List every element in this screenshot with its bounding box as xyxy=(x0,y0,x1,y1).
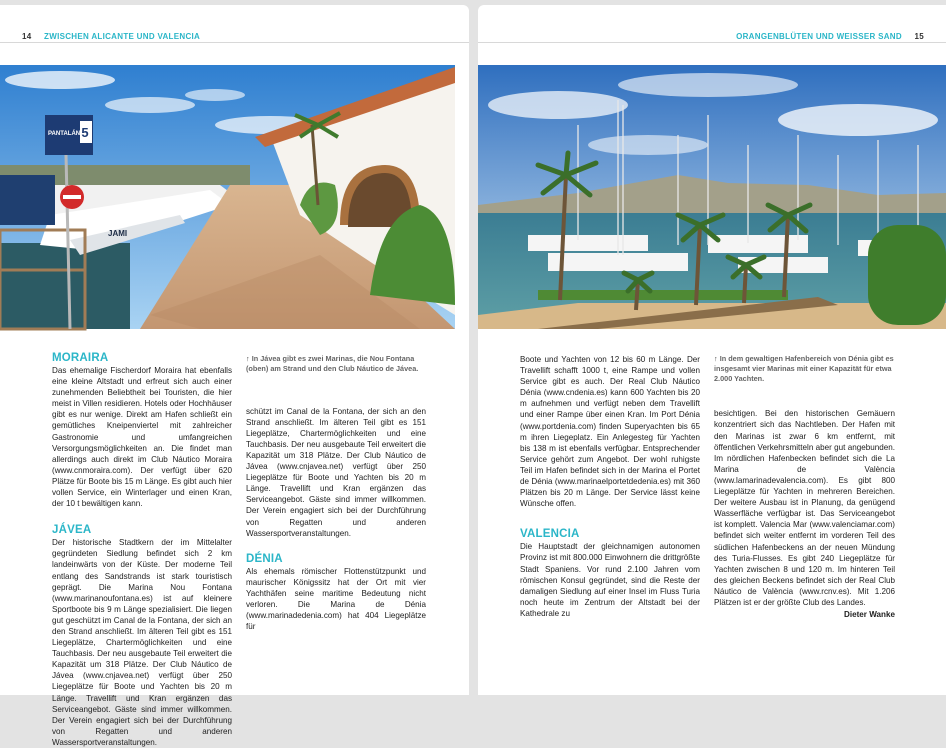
heading-denia: DÉNIA xyxy=(246,552,283,565)
caption-arrow-left: ↑ xyxy=(246,354,250,363)
text-javea-continued: schützt im Canal de la Fontana, der sich an den Strand anschließt. Im älteren Teil gibt es 151 Liegeplätze, Chartermöglichkeiten und eine Tauchbasis. Der neu ausgebaute Teil erweitert die Kapazität um 318 Plätze. Der Club Náutico de Jávea (www.cnjavea.net) verfügt über 250 Liegeplätze für Boote und Yachten bis 20 m Länge. Travellift und Kran ergänzen das Serviceangebot. Gäste sind immer willkommen. Der Verein engagiert sich bei der Durchführung von Regatten und anderen Wassersportveranstaltungen. xyxy=(246,406,426,538)
text-denia-continued: Boote und Yachten von 12 bis 60 m Länge. Der Travellift schafft 1000 t, eine Rampe und vollen Service gibt es auch. Der Real Club Náutico Dénia (www.cndenia.es) kann 600 Yachten bis 20 m aufnehmen und verfügt neben dem Travellift und einer Rampe über einen Kran. Im Port Dénia (www.portdenia.com) finden Superyachten bis 65 m ihren Liegeplatz. Ein Anlegesteg für Yachten bis 138 m ist ebenfalls verfügbar. Entsprechender Service gehört zum Angebot. Der wohl ruhigste Teil im Hafen befindet sich in der Marina el Portet de Dénia (www.marinaelportetdedenia.es) mit 360 Plätzen bis 20 m Länge. Der Service lässt keine Wünsche offen. xyxy=(520,355,700,509)
section-title-right: ORANGENBLÜTEN UND WEISSER SAND xyxy=(736,32,902,41)
photo-denia-harbour xyxy=(478,65,946,329)
left-page xyxy=(0,5,469,747)
boat-name: JAMI xyxy=(108,229,128,238)
text-moraira: Das ehemalige Fischerdorf Moraira hat ebenfalls eine kleine Altstadt und erfreut sich auch einer zunehmenden Beliebtheit bei Touristen, die hier meist in Villen residieren. Hotels oder Hochhäuser gibt es nur wenige. Direkt am Hafen schließt ein gemütliches Kneipenviertel mit zahlreicher Gastronomie und umfangreichen Versorgungsmöglichkeiten an. Die findet man allerdings auch direkt im Club Náutico Moraira (www.cnmoraira.com). Der verfügt über 620 Plätze für Boote bis 15 m Länge. Es gibt auch hier vollen Service, ein Winterlager und einen Kran, der 10 t bewältigen kann. xyxy=(52,366,232,509)
right-page xyxy=(478,5,946,695)
right-column-1 xyxy=(520,354,700,619)
caption-denia-text: In dem gewaltigen Hafenbereich von Dénia gibt es insgesamt vier Marinas mit einer Kapazität für etwa 2.000 Yachten. xyxy=(714,354,894,383)
right-page-header xyxy=(736,32,924,41)
caption-arrow-right: ↑ xyxy=(714,354,718,363)
caption-denia xyxy=(714,354,895,383)
photo-javea-marina xyxy=(0,65,455,329)
left-column-1 xyxy=(52,352,232,747)
text-valencia-continued: besichtigen. Bei den historischen Gemäuern konzentriert sich das Nachtleben. Der Hafen mit den Marinas ist zwar 6 km entfernt, mit öffentlichen Verkehrsmitteln aber gut angebunden. Im nördlichen Hafenbecken befindet sich die La Marina de València (www.lamarinadevalencia.com). Es gibt 800 Liegeplätze für Yachten in mehreren Bereichen. Der weitere Ausbau ist in Planung, da genügend Wasserfläche verfügbar ist. Das Serviceangebot ist komplett. Valencia Mar (www.valenciamar.com) befindet sich weiter entfernt im vorderen Teil des südlichen Hafenbeckens an der neuen Mündung des Turia-Flusses. Es gibt 240 Liegeplätze für Yachten zwischen 8 und 120 m. Im hinteren Teil des gleichen Beckens befindet sich der Real Club Náutico de València (www.rcnv.es). Mit 1.206 Plätzen ist er der größte Club des Landes. xyxy=(714,409,895,607)
heading-valencia: VALENCIA xyxy=(520,528,580,541)
sign-label: PANTALÁN xyxy=(48,131,81,137)
left-column-2 xyxy=(246,354,426,632)
caption-javea-text: In Jávea gibt es zwei Marinas, die Nou Fontana (oben) am Strand und den Club Náutico de Jávea. xyxy=(246,354,419,373)
caption-javea xyxy=(246,354,426,374)
text-valencia: Die Hauptstadt der gleichnamigen autonomen Provinz ist mit 800.000 Einwohnern die drittgrößte Stadt Spaniens. Vor rund 2.100 Jahren vom römischen Konsul gegründet, sind die Reste der damaligen Siedlung auf einer Insel im Fluss Turia noch heute im Zentrum der Altstadt bei der Kathedrale zu xyxy=(520,542,700,618)
text-denia: Als ehemals römischer Flottenstützpunkt und maurischer Königssitz hat der Ort mit vier Yachthäfen seine maritime Bedeutung nicht verloren. Die Marina de Dénia (www.marinadedenia.com) hat 404 Liegeplätze für xyxy=(246,566,426,632)
sign-number: 5 xyxy=(81,125,89,140)
heading-moraira: MORAIRA xyxy=(52,352,109,364)
page-number-right: 15 xyxy=(914,32,924,41)
header-rule-right xyxy=(478,42,946,43)
text-javea: Der historische Stadtkern der im Mittelalter gegründeten Siedlung befindet sich 2 km landeinwärts von der Küste. Der moderne Teil entlang des Sandstrands ist stark touristisch geprägt. Die Marina Nou Fontana (www.marinanoufontana.es) ist auf kleinere Sportboote bis 9 m Länge spezialisiert. Die liegen gut geschützt im Canal de la Fontana, der sich an den Strand anschließt. Im älteren Teil gibt es 151 Liegeplätze, Chartermöglichkeiten und eine Tauchbasis. Der neu ausgebaute Teil erweitert die Kapazität um 318 Plätze. Der Club Náutico de Jávea (www.cnjavea.net) verfügt über 250 Liegeplätze für Boote und Yachten bis 20 m Länge. Travellift und Kran ergänzen das Serviceangebot. Gäste sind immer willkommen. Der Verein engagiert sich bei der Durchführung von Regatten und anderen Wassersportveranstaltungen. xyxy=(52,538,232,747)
left-page-header xyxy=(22,32,200,41)
heading-javea: JÁVEA xyxy=(52,524,92,537)
right-column-2 xyxy=(714,354,895,620)
author-signature: Dieter Wanke xyxy=(844,610,895,620)
header-rule-left xyxy=(0,42,469,43)
section-title-left: ZWISCHEN ALICANTE UND VALENCIA xyxy=(44,32,201,41)
page-number-left: 14 xyxy=(22,32,32,41)
